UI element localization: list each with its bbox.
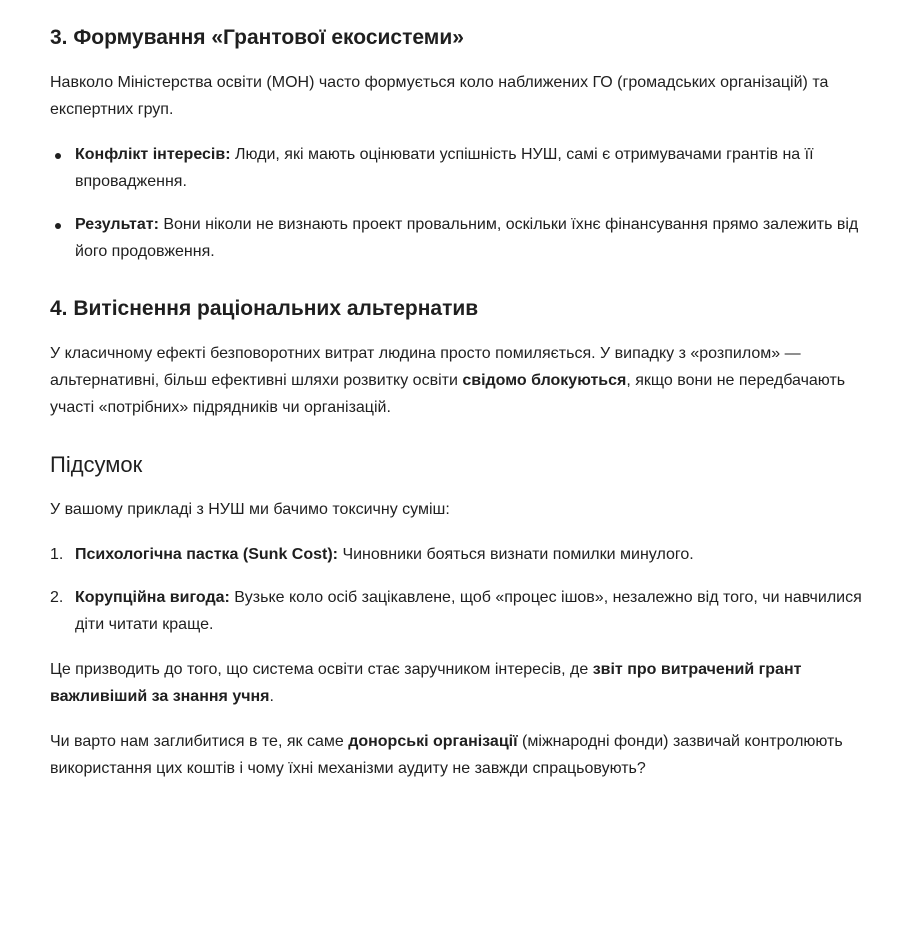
question-bold: донорські організації <box>348 733 518 750</box>
bullet-text: Вони ніколи не визнають проект провальним, оскільки їхнє фінансування прямо залежить від його продовження. <box>75 216 859 260</box>
bullet-label: Результат: <box>75 216 159 233</box>
follow-up-question <box>50 728 864 782</box>
section-4-heading: 4. Витіснення раціональних альтернатив <box>50 297 479 320</box>
item-label: Психологічна пастка (Sunk Cost): <box>75 546 338 563</box>
section-4-paragraph <box>50 340 864 421</box>
list-item <box>75 211 864 265</box>
list-item <box>75 541 864 568</box>
conclusion-text: Це призводить до того, що система освіти стає заручником інтересів, де <box>50 661 593 678</box>
paragraph-text: У класичному ефекті безповоротних витрат людина просто помиляється. У випадку з «розпилом» — альтернативні, більш ефективні шляхи розвитку освіти <box>50 345 801 389</box>
section-3-heading: 3. Формування «Грантової екосистеми» <box>50 26 464 49</box>
item-label: Корупційна вигода: <box>75 589 230 606</box>
paragraph-bold: свідомо блокуються <box>462 372 627 389</box>
paragraph-text-end: , якщо вони не передбачають участі «потрібних» підрядників чи організацій. <box>50 372 846 416</box>
bullet-text: Люди, які мають оцінювати успішність НУШ, самі є отримувачами грантів на її впровадження. <box>75 146 814 190</box>
list-item <box>75 141 864 195</box>
list-item <box>75 584 864 638</box>
conclusion-bold: звіт про витрачений грант важливіший за знання учня <box>50 661 802 705</box>
section-3-intro: Навколо Міністерства освіти (МОН) часто формується коло наближених ГО (громадських організацій) та експертних груп. <box>50 74 829 118</box>
item-text: Чиновники бояться визнати помилки минулого. <box>338 546 694 563</box>
item-text: Вузьке коло осіб зацікавлене, щоб «процес ішов», незалежно від того, чи навчилися діти читати краще. <box>75 589 862 633</box>
question-end: (міжнародні фонди) зазвичай контролюють використання цих коштів і чому їхні механізми аудиту не завжди спрацьовують? <box>50 733 843 777</box>
bullet-label: Конфлікт інтересів: <box>75 146 231 163</box>
question-text: Чи варто нам заглибитися в те, як саме <box>50 733 349 750</box>
summary-numbered-list <box>50 541 864 638</box>
section-3-bullet-list <box>50 141 864 265</box>
summary-intro: У вашому прикладі з НУШ ми бачимо токсичну суміш: <box>50 501 450 518</box>
conclusion-end: . <box>269 688 274 705</box>
summary-conclusion <box>50 656 864 710</box>
summary-heading: Підсумок <box>50 452 143 477</box>
